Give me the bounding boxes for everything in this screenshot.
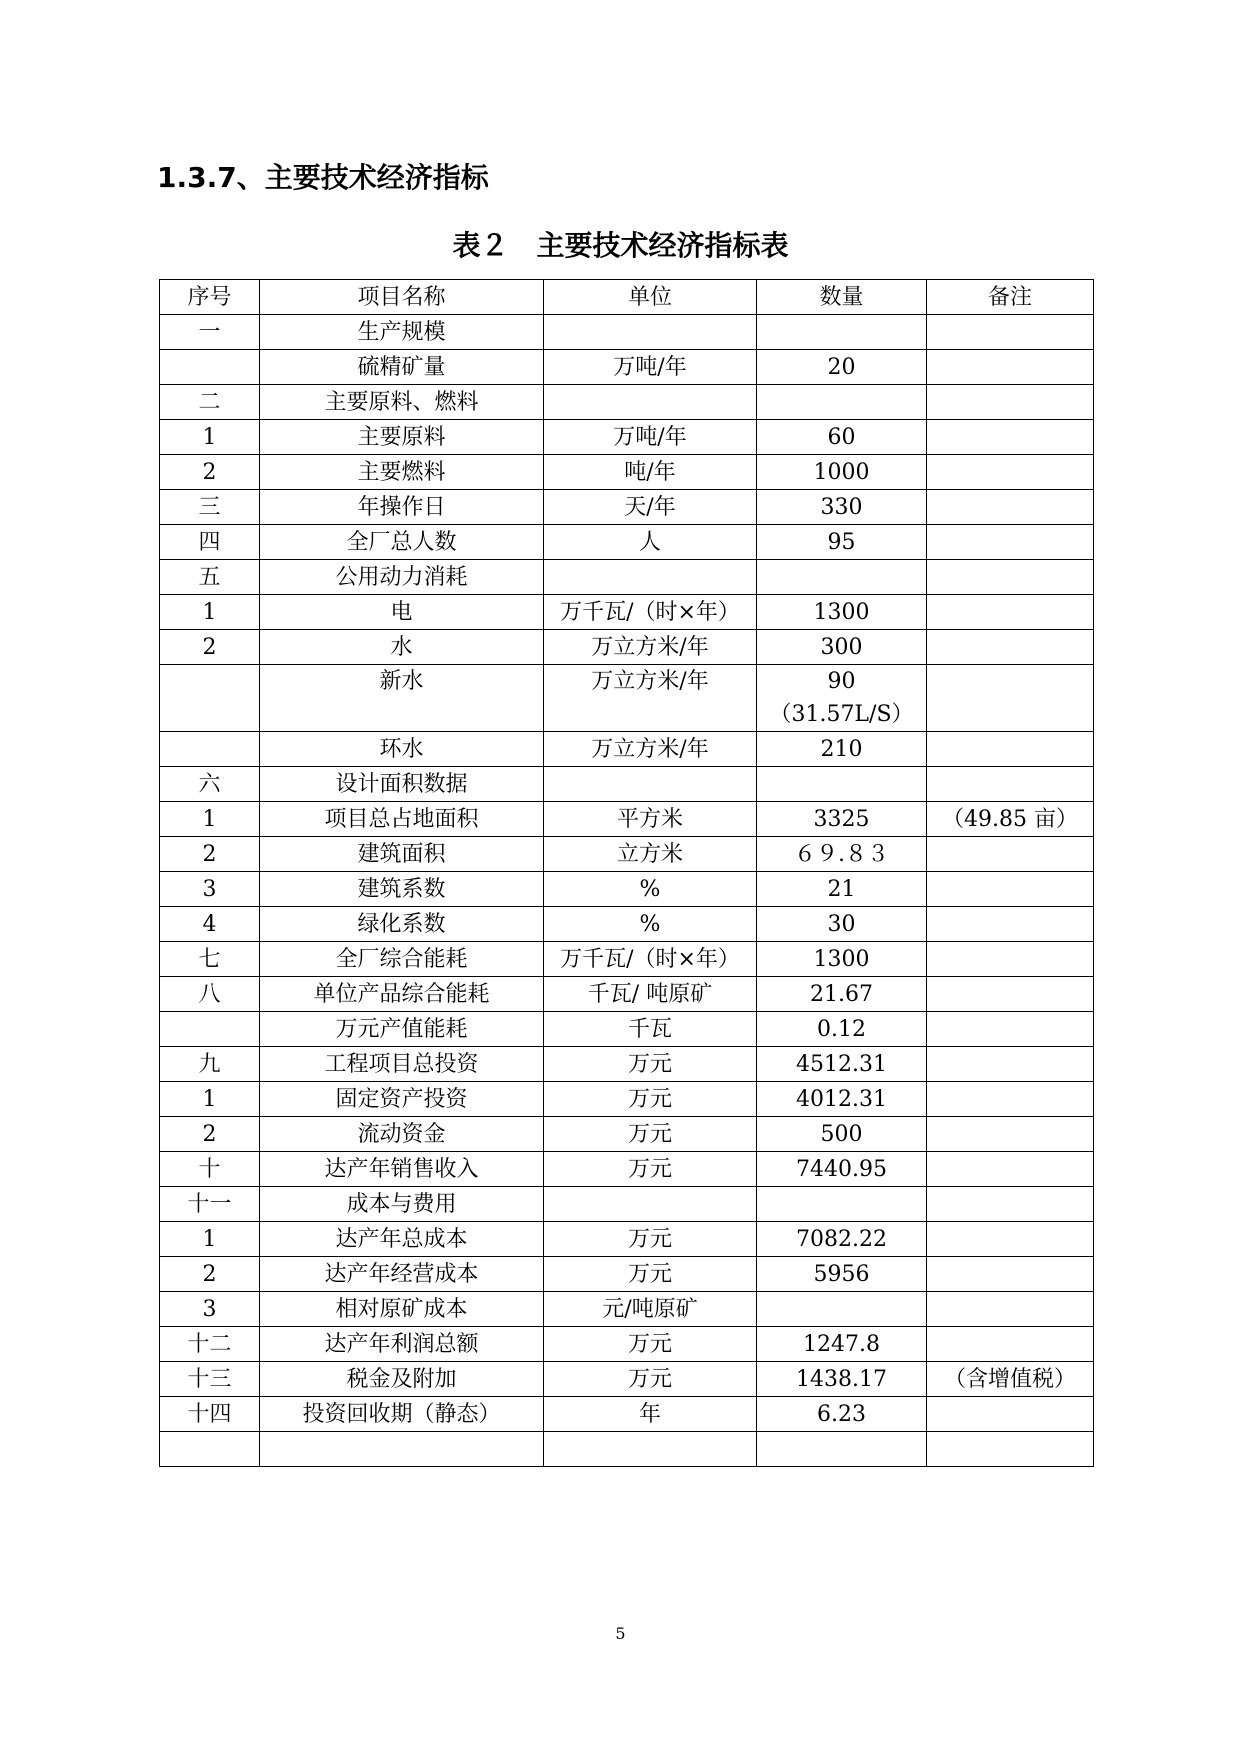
cell-unit: 元/吨原矿 (544, 1292, 757, 1327)
cell-item: 固定资产投资 (260, 1082, 544, 1117)
cell-unit: 万立方米/年 (544, 665, 757, 732)
cell-remark (927, 767, 1094, 802)
cell-remark: （含增值税） (927, 1362, 1094, 1397)
cell-unit: % (544, 872, 757, 907)
cell-quantity: 95 (757, 525, 927, 560)
cell-item: 新水 (260, 665, 544, 732)
cell-item: 水 (260, 630, 544, 665)
cell-index: 1 (160, 1082, 260, 1117)
indicators-table (159, 279, 1094, 1467)
cell-quantity: 3325 (757, 802, 927, 837)
cell-unit (544, 767, 757, 802)
table-row (160, 872, 1094, 907)
cell-quantity (757, 1187, 927, 1222)
table-row (160, 560, 1094, 595)
cell-item: 达产年利润总额 (260, 1327, 544, 1362)
cell-item: 达产年总成本 (260, 1222, 544, 1257)
cell-item: 达产年销售收入 (260, 1152, 544, 1187)
cell-remark (927, 1432, 1094, 1467)
cell-index: 2 (160, 1257, 260, 1292)
cell-item: 绿化系数 (260, 907, 544, 942)
cell-unit: 万千瓦/（时×年） (544, 942, 757, 977)
cell-unit (544, 315, 757, 350)
cell-unit: 万吨/年 (544, 350, 757, 385)
cell-index (160, 665, 260, 732)
cell-index: 十二 (160, 1327, 260, 1362)
cell-unit: 吨/年 (544, 455, 757, 490)
cell-item: 项目总占地面积 (260, 802, 544, 837)
cell-item: 设计面积数据 (260, 767, 544, 802)
table-row (160, 1327, 1094, 1362)
table-row (160, 837, 1094, 872)
table-row (160, 630, 1094, 665)
cell-remark (927, 525, 1094, 560)
cell-index: 八 (160, 977, 260, 1012)
cell-index: 四 (160, 525, 260, 560)
cell-unit: 万元 (544, 1327, 757, 1362)
table-row (160, 1012, 1094, 1047)
cell-index (160, 732, 260, 767)
cell-item: 电 (260, 595, 544, 630)
table-row (160, 595, 1094, 630)
cell-remark (927, 455, 1094, 490)
table-row (160, 1187, 1094, 1222)
cell-quantity: 1300 (757, 595, 927, 630)
cell-unit: 万吨/年 (544, 420, 757, 455)
cell-quantity (757, 560, 927, 595)
table-row (160, 1222, 1094, 1257)
cell-quantity: 30 (757, 907, 927, 942)
table-row (160, 1397, 1094, 1432)
cell-unit: 万元 (544, 1117, 757, 1152)
table-row (160, 315, 1094, 350)
cell-item: 达产年经营成本 (260, 1257, 544, 1292)
section-heading: 1.3.7、主要技术经济指标 (157, 161, 489, 194)
table-row (160, 1362, 1094, 1397)
cell-index (160, 1432, 260, 1467)
cell-item (260, 1432, 544, 1467)
cell-item: 主要燃料 (260, 455, 544, 490)
cell-quantity: 1438.17 (757, 1362, 927, 1397)
header-cell-quantity: 数量 (757, 280, 927, 315)
table-row (160, 977, 1094, 1012)
cell-quantity: 4512.31 (757, 1047, 927, 1082)
cell-item: 工程项目总投资 (260, 1047, 544, 1082)
table-row (160, 732, 1094, 767)
cell-unit: 万元 (544, 1257, 757, 1292)
page-number: 5 (615, 1624, 626, 1643)
cell-index: 十三 (160, 1362, 260, 1397)
cell-index: 2 (160, 630, 260, 665)
cell-remark (927, 977, 1094, 1012)
table-row (160, 1292, 1094, 1327)
cell-remark (927, 630, 1094, 665)
cell-item: 投资回收期（静态） (260, 1397, 544, 1432)
cell-item: 全厂综合能耗 (260, 942, 544, 977)
cell-remark (927, 1012, 1094, 1047)
table-caption: 表２ 主要技术经济指标表 (452, 229, 789, 262)
cell-remark (927, 1117, 1094, 1152)
cell-index: 1 (160, 420, 260, 455)
cell-quantity: 21.67 (757, 977, 927, 1012)
cell-quantity (757, 665, 927, 732)
cell-quantity: 7440.95 (757, 1152, 927, 1187)
cell-index: 1 (160, 595, 260, 630)
cell-remark: （49.85 亩） (927, 802, 1094, 837)
cell-remark (927, 1397, 1094, 1432)
cell-quantity: 5956 (757, 1257, 927, 1292)
cell-unit: 人 (544, 525, 757, 560)
cell-index: 2 (160, 455, 260, 490)
cell-unit: 万元 (544, 1362, 757, 1397)
cell-remark (927, 595, 1094, 630)
cell-unit: 万元 (544, 1082, 757, 1117)
cell-unit: 平方米 (544, 802, 757, 837)
cell-index: 1 (160, 802, 260, 837)
cell-item: 环水 (260, 732, 544, 767)
cell-quantity: 7082.22 (757, 1222, 927, 1257)
cell-remark (927, 385, 1094, 420)
table-row (160, 907, 1094, 942)
cell-unit: 天/年 (544, 490, 757, 525)
cell-unit: 万元 (544, 1152, 757, 1187)
cell-remark (927, 1257, 1094, 1292)
cell-index: 十一 (160, 1187, 260, 1222)
cell-quantity: ６９.８３ (757, 837, 927, 872)
cell-remark (927, 665, 1094, 732)
cell-quantity: 1247.8 (757, 1327, 927, 1362)
cell-index: 二 (160, 385, 260, 420)
cell-remark (927, 560, 1094, 595)
cell-item: 生产规模 (260, 315, 544, 350)
cell-remark (927, 1222, 1094, 1257)
cell-unit (544, 560, 757, 595)
cell-remark (927, 942, 1094, 977)
cell-index (160, 350, 260, 385)
cell-quantity: 6.23 (757, 1397, 927, 1432)
header-cell-remark: 备注 (927, 280, 1094, 315)
cell-quantity: 330 (757, 490, 927, 525)
cell-remark (927, 1082, 1094, 1117)
cell-quantity (757, 315, 927, 350)
cell-remark (927, 907, 1094, 942)
cell-unit: 立方米 (544, 837, 757, 872)
table-row (160, 802, 1094, 837)
table-row (160, 1117, 1094, 1152)
cell-remark (927, 1047, 1094, 1082)
cell-item: 流动资金 (260, 1117, 544, 1152)
cell-remark (927, 837, 1094, 872)
cell-quantity-value: 90 (827, 669, 856, 694)
table-row (160, 665, 1094, 732)
table-row (160, 385, 1094, 420)
cell-item: 税金及附加 (260, 1362, 544, 1397)
cell-remark (927, 350, 1094, 385)
cell-item: 建筑面积 (260, 837, 544, 872)
table-row (160, 525, 1094, 560)
cell-index: 3 (160, 1292, 260, 1327)
cell-quantity: 60 (757, 420, 927, 455)
cell-index: 3 (160, 872, 260, 907)
cell-unit (544, 1432, 757, 1467)
table-row (160, 1152, 1094, 1187)
cell-index: 五 (160, 560, 260, 595)
cell-item: 主要原料 (260, 420, 544, 455)
cell-quantity-flow-rate: （31.57L/S） (769, 702, 914, 727)
cell-remark (927, 1152, 1094, 1187)
cell-quantity: 21 (757, 872, 927, 907)
cell-index: 十 (160, 1152, 260, 1187)
cell-remark (927, 872, 1094, 907)
cell-item: 万元产值能耗 (260, 1012, 544, 1047)
cell-remark (927, 1187, 1094, 1222)
cell-quantity (757, 385, 927, 420)
table-row (160, 1257, 1094, 1292)
cell-index (160, 1012, 260, 1047)
cell-index: 三 (160, 490, 260, 525)
cell-remark (927, 315, 1094, 350)
cell-unit: % (544, 907, 757, 942)
cell-item: 成本与费用 (260, 1187, 544, 1222)
cell-quantity (757, 767, 927, 802)
cell-quantity: 500 (757, 1117, 927, 1152)
cell-quantity: 4012.31 (757, 1082, 927, 1117)
header-cell-item: 项目名称 (260, 280, 544, 315)
table-row (160, 767, 1094, 802)
cell-quantity: 0.12 (757, 1012, 927, 1047)
cell-index: 一 (160, 315, 260, 350)
table-row (160, 1047, 1094, 1082)
cell-unit: 万元 (544, 1047, 757, 1082)
cell-remark (927, 732, 1094, 767)
table-row (160, 455, 1094, 490)
cell-unit: 千瓦 (544, 1012, 757, 1047)
table-row (160, 490, 1094, 525)
cell-item: 年操作日 (260, 490, 544, 525)
cell-quantity (757, 1432, 927, 1467)
table-row (160, 1082, 1094, 1117)
header-cell-unit: 单位 (544, 280, 757, 315)
cell-quantity: 1000 (757, 455, 927, 490)
cell-unit: 万立方米/年 (544, 630, 757, 665)
cell-quantity: 210 (757, 732, 927, 767)
table-row (160, 420, 1094, 455)
table-row (160, 1432, 1094, 1467)
cell-index: 九 (160, 1047, 260, 1082)
cell-remark (927, 490, 1094, 525)
cell-item: 主要原料、燃料 (260, 385, 544, 420)
cell-unit (544, 385, 757, 420)
cell-index: 七 (160, 942, 260, 977)
cell-index: 4 (160, 907, 260, 942)
cell-item: 相对原矿成本 (260, 1292, 544, 1327)
cell-index: 十四 (160, 1397, 260, 1432)
cell-item: 全厂总人数 (260, 525, 544, 560)
cell-quantity (757, 1292, 927, 1327)
cell-unit: 年 (544, 1397, 757, 1432)
cell-item: 建筑系数 (260, 872, 544, 907)
table-header-row (160, 280, 1094, 315)
cell-item: 单位产品综合能耗 (260, 977, 544, 1012)
cell-item: 公用动力消耗 (260, 560, 544, 595)
cell-remark (927, 420, 1094, 455)
cell-unit: 万立方米/年 (544, 732, 757, 767)
cell-index: 2 (160, 1117, 260, 1152)
cell-remark (927, 1292, 1094, 1327)
table-row (160, 942, 1094, 977)
cell-unit: 千瓦/ 吨原矿 (544, 977, 757, 1012)
cell-remark (927, 1327, 1094, 1362)
cell-item: 硫精矿量 (260, 350, 544, 385)
cell-quantity: 300 (757, 630, 927, 665)
cell-unit: 万元 (544, 1222, 757, 1257)
cell-quantity: 1300 (757, 942, 927, 977)
cell-unit (544, 1187, 757, 1222)
cell-index: 2 (160, 837, 260, 872)
table-row (160, 350, 1094, 385)
cell-index: 六 (160, 767, 260, 802)
cell-quantity: 20 (757, 350, 927, 385)
cell-unit: 万千瓦/（时×年） (544, 595, 757, 630)
header-cell-index: 序号 (160, 280, 260, 315)
cell-index: 1 (160, 1222, 260, 1257)
